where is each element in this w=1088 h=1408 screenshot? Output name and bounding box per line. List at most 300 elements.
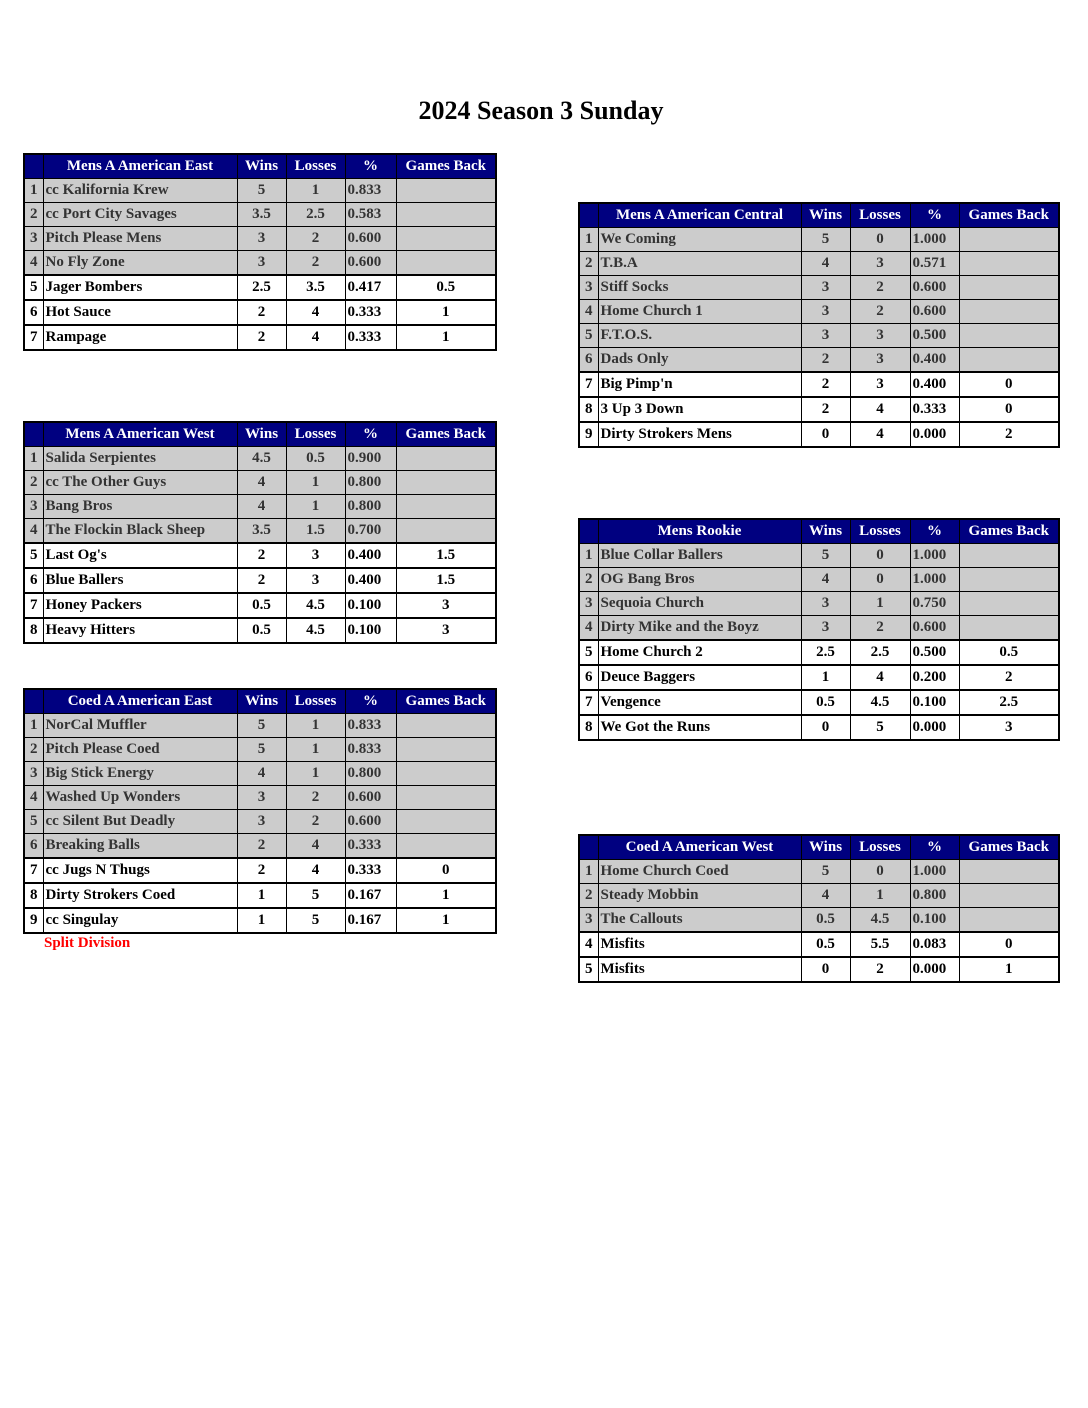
wins: 0: [801, 957, 850, 982]
games-back: [396, 834, 496, 859]
wins: 1: [801, 665, 850, 690]
team-name: Blue Collar Ballers: [598, 544, 801, 568]
losses: 3: [850, 324, 910, 348]
table-row: [579, 397, 1059, 422]
games-back: [396, 738, 496, 762]
losses: 4: [286, 834, 345, 859]
wins: 0.5: [237, 593, 286, 618]
table-row: [579, 640, 1059, 665]
team-name: Dirty Strokers Coed: [43, 883, 237, 908]
games-back: [959, 228, 1059, 252]
rank: 5: [579, 640, 598, 665]
win-pct: 0.833: [345, 714, 396, 738]
win-pct: 0.333: [345, 300, 396, 325]
games-back: 3: [396, 593, 496, 618]
win-pct: 0.600: [910, 616, 959, 641]
rank: 3: [579, 592, 598, 616]
rank: 8: [579, 715, 598, 740]
win-pct: 1.000: [910, 568, 959, 592]
rank: 8: [24, 618, 43, 643]
rank: 4: [24, 519, 43, 544]
wins: 5: [801, 228, 850, 252]
games-back: [959, 908, 1059, 933]
table-row: [24, 300, 496, 325]
losses: 4.5: [286, 593, 345, 618]
team-name: cc The Other Guys: [43, 471, 237, 495]
wins: 0: [801, 422, 850, 447]
losses: 4: [850, 422, 910, 447]
rank: 6: [24, 300, 43, 325]
table-row: [24, 908, 496, 933]
wins: 5: [801, 860, 850, 884]
games-back: [396, 714, 496, 738]
losses: 2: [850, 616, 910, 641]
win-pct: 0.083: [910, 932, 959, 957]
rank: 3: [24, 495, 43, 519]
games-back: 2: [959, 422, 1059, 447]
games-back-header: Games Back: [396, 422, 496, 447]
wins: 3: [801, 276, 850, 300]
games-back: [396, 810, 496, 834]
division-name: Mens Rookie: [598, 519, 801, 544]
team-name: Steady Mobbin: [598, 884, 801, 908]
team-name: Misfits: [598, 957, 801, 982]
games-back: [396, 203, 496, 227]
losses: 1: [286, 179, 345, 203]
losses: 0.5: [286, 447, 345, 471]
wins: 5: [801, 544, 850, 568]
table-row: [24, 471, 496, 495]
wins: 1: [237, 883, 286, 908]
rank: 7: [24, 593, 43, 618]
losses: 3: [286, 568, 345, 593]
table-row: [24, 495, 496, 519]
wins: 0.5: [237, 618, 286, 643]
losses: 5: [286, 908, 345, 933]
pct-header: %: [345, 689, 396, 714]
rank: 5: [24, 810, 43, 834]
losses: 5: [850, 715, 910, 740]
rank: 1: [24, 714, 43, 738]
win-pct: 0.333: [345, 834, 396, 859]
team-name: Rampage: [43, 325, 237, 350]
wins: 1: [237, 908, 286, 933]
table-row: [579, 884, 1059, 908]
games-back: [959, 592, 1059, 616]
table-row: [579, 908, 1059, 933]
team-name: Jager Bombers: [43, 275, 237, 300]
table-row: [24, 593, 496, 618]
team-name: NorCal Muffler: [43, 714, 237, 738]
standings-table: [23, 688, 497, 934]
team-name: No Fly Zone: [43, 251, 237, 276]
win-pct: 0.833: [345, 179, 396, 203]
win-pct: 0.833: [345, 738, 396, 762]
losses: 4.5: [286, 618, 345, 643]
table-header: [579, 835, 1059, 860]
rank: 1: [579, 860, 598, 884]
pct-header: %: [910, 519, 959, 544]
losses: 0: [850, 568, 910, 592]
win-pct: 0.333: [345, 325, 396, 350]
wins: 3: [801, 324, 850, 348]
games-back: 1: [396, 908, 496, 933]
division-name: Coed A American East: [43, 689, 237, 714]
rank-header: [24, 422, 43, 447]
team-name: OG Bang Bros: [598, 568, 801, 592]
table-row: [24, 810, 496, 834]
games-back: 1: [396, 883, 496, 908]
table-row: [579, 544, 1059, 568]
team-name: Salida Serpientes: [43, 447, 237, 471]
team-name: Pitch Please Mens: [43, 227, 237, 251]
losses: 2: [286, 810, 345, 834]
page-title: 2024 Season 3 Sunday: [418, 96, 664, 125]
table-row: [24, 568, 496, 593]
losses: 1: [850, 884, 910, 908]
wins: 2: [237, 568, 286, 593]
rank: 7: [579, 690, 598, 715]
losses: 3: [850, 348, 910, 373]
losses: 2: [286, 227, 345, 251]
losses-header: Losses: [850, 203, 910, 228]
games-back: 3: [396, 618, 496, 643]
win-pct: 0.000: [910, 957, 959, 982]
team-name: Washed Up Wonders: [43, 786, 237, 810]
win-pct: 0.333: [910, 397, 959, 422]
rank: 2: [24, 203, 43, 227]
win-pct: 0.800: [345, 495, 396, 519]
wins: 2: [801, 348, 850, 373]
team-name: Dirty Mike and the Boyz: [598, 616, 801, 641]
losses: 2: [850, 957, 910, 982]
rank: 1: [579, 228, 598, 252]
losses-header: Losses: [286, 689, 345, 714]
games-back: 2: [959, 665, 1059, 690]
team-name: cc Silent But Deadly: [43, 810, 237, 834]
win-pct: 0.200: [910, 665, 959, 690]
losses: 1: [286, 714, 345, 738]
rank: 1: [24, 179, 43, 203]
games-back: [396, 495, 496, 519]
losses: 5.5: [850, 932, 910, 957]
rank: 2: [579, 884, 598, 908]
win-pct: 0.600: [345, 810, 396, 834]
table-row: [579, 616, 1059, 641]
table-header: [579, 519, 1059, 544]
wins: 4.5: [237, 447, 286, 471]
wins: 3.5: [237, 519, 286, 544]
rank: 3: [579, 276, 598, 300]
losses: 3: [850, 252, 910, 276]
wins: 4: [801, 252, 850, 276]
pct-header: %: [910, 835, 959, 860]
team-name: Heavy Hitters: [43, 618, 237, 643]
rank: 8: [24, 883, 43, 908]
losses-header: Losses: [286, 422, 345, 447]
wins-header: Wins: [801, 519, 850, 544]
losses: 1.5: [286, 519, 345, 544]
losses: 4.5: [850, 690, 910, 715]
team-name: Bang Bros: [43, 495, 237, 519]
wins: 4: [801, 568, 850, 592]
rank: 4: [24, 251, 43, 276]
pct-header: %: [345, 422, 396, 447]
table-header: [579, 203, 1059, 228]
games-back-header: Games Back: [396, 154, 496, 179]
team-name: Misfits: [598, 932, 801, 957]
losses: 0: [850, 544, 910, 568]
standings-table: [23, 421, 497, 644]
win-pct: 0.800: [345, 762, 396, 786]
wins: 5: [237, 179, 286, 203]
win-pct: 0.333: [345, 858, 396, 883]
division-name: Mens A American East: [43, 154, 237, 179]
wins: 2.5: [237, 275, 286, 300]
rank: 1: [579, 544, 598, 568]
games-back-header: Games Back: [959, 519, 1059, 544]
losses: 5: [286, 883, 345, 908]
team-name: Pitch Please Coed: [43, 738, 237, 762]
rank: 2: [24, 471, 43, 495]
team-name: cc Port City Savages: [43, 203, 237, 227]
team-name: F.T.O.S.: [598, 324, 801, 348]
team-name: cc Kalifornia Krew: [43, 179, 237, 203]
team-name: Deuce Baggers: [598, 665, 801, 690]
table-row: [24, 179, 496, 203]
rank: 7: [579, 372, 598, 397]
wins-header: Wins: [237, 689, 286, 714]
win-pct: 0.600: [345, 251, 396, 276]
rank: 5: [24, 275, 43, 300]
wins: 2: [237, 300, 286, 325]
games-back: [396, 762, 496, 786]
table-row: [24, 275, 496, 300]
table-row: [579, 300, 1059, 324]
table-header: [24, 689, 496, 714]
losses: 4: [286, 325, 345, 350]
rank: 4: [24, 786, 43, 810]
losses: 3.5: [286, 275, 345, 300]
table-header: [24, 154, 496, 179]
rank: 5: [24, 543, 43, 568]
team-name: cc Singulay: [43, 908, 237, 933]
games-back: 1.5: [396, 568, 496, 593]
win-pct: 0.583: [345, 203, 396, 227]
games-back: [959, 616, 1059, 641]
rank: 6: [579, 348, 598, 373]
table-row: [24, 762, 496, 786]
wins-header: Wins: [801, 203, 850, 228]
games-back-header: Games Back: [959, 835, 1059, 860]
rank: 9: [579, 422, 598, 447]
table-row: [24, 251, 496, 276]
losses: 2.5: [850, 640, 910, 665]
losses: 1: [286, 495, 345, 519]
wins-header: Wins: [801, 835, 850, 860]
win-pct: 0.800: [910, 884, 959, 908]
table-row: [24, 858, 496, 883]
losses: 0: [850, 228, 910, 252]
team-name: Home Church 1: [598, 300, 801, 324]
table-row: [579, 252, 1059, 276]
games-back: 0: [959, 932, 1059, 957]
games-back: [396, 519, 496, 544]
team-name: Breaking Balls: [43, 834, 237, 859]
table-row: [24, 543, 496, 568]
win-pct: 0.750: [910, 592, 959, 616]
games-back: 0.5: [959, 640, 1059, 665]
games-back: [396, 227, 496, 251]
games-back: [396, 179, 496, 203]
losses: 1: [286, 738, 345, 762]
games-back: 0: [959, 372, 1059, 397]
wins: 2: [237, 325, 286, 350]
team-name: Dirty Strokers Mens: [598, 422, 801, 447]
table-header: [24, 422, 496, 447]
team-name: We Coming: [598, 228, 801, 252]
team-name: The Callouts: [598, 908, 801, 933]
team-name: Home Church 2: [598, 640, 801, 665]
games-back: [959, 348, 1059, 373]
rank: 1: [24, 447, 43, 471]
table-row: [24, 618, 496, 643]
games-back: [959, 324, 1059, 348]
games-back-header: Games Back: [396, 689, 496, 714]
team-name: cc Jugs N Thugs: [43, 858, 237, 883]
wins: 3: [237, 786, 286, 810]
rank: 8: [579, 397, 598, 422]
table-row: [24, 325, 496, 350]
rank: 5: [579, 957, 598, 982]
wins: 4: [237, 471, 286, 495]
table-row: [24, 519, 496, 544]
rank: 7: [24, 325, 43, 350]
win-pct: 0.400: [345, 543, 396, 568]
losses: 1: [850, 592, 910, 616]
wins: 5: [237, 714, 286, 738]
table-row: [579, 372, 1059, 397]
team-name: Big Stick Energy: [43, 762, 237, 786]
win-pct: 0.417: [345, 275, 396, 300]
losses: 1: [286, 471, 345, 495]
losses: 2.5: [286, 203, 345, 227]
rank-header: [579, 519, 598, 544]
table-row: [24, 834, 496, 859]
rank: 6: [579, 665, 598, 690]
team-name: Sequoia Church: [598, 592, 801, 616]
standings-table: [23, 153, 497, 351]
table-row: [24, 203, 496, 227]
games-back: 0.5: [396, 275, 496, 300]
losses: 4: [850, 665, 910, 690]
wins: 2: [801, 372, 850, 397]
table-row: [24, 738, 496, 762]
standings-table: [578, 834, 1060, 983]
wins-header: Wins: [237, 422, 286, 447]
wins: 3.5: [237, 203, 286, 227]
table-row: [579, 690, 1059, 715]
losses-header: Losses: [850, 835, 910, 860]
pct-header: %: [345, 154, 396, 179]
losses: 1: [286, 762, 345, 786]
team-name: T.B.A: [598, 252, 801, 276]
games-back: 0: [959, 397, 1059, 422]
win-pct: 0.400: [910, 372, 959, 397]
win-pct: 0.600: [910, 300, 959, 324]
games-back: [959, 568, 1059, 592]
games-back: 2.5: [959, 690, 1059, 715]
table-row: [579, 592, 1059, 616]
win-pct: 0.800: [345, 471, 396, 495]
rank: 3: [24, 227, 43, 251]
rank: 4: [579, 932, 598, 957]
split-division-note: Split Division: [44, 935, 131, 951]
win-pct: 0.400: [345, 568, 396, 593]
wins: 5: [237, 738, 286, 762]
table-row: [579, 422, 1059, 447]
win-pct: 0.600: [345, 786, 396, 810]
losses: 3: [850, 372, 910, 397]
wins: 3: [801, 616, 850, 641]
losses: 0: [850, 860, 910, 884]
rank: 2: [24, 738, 43, 762]
wins: 4: [801, 884, 850, 908]
win-pct: 0.500: [910, 324, 959, 348]
team-name: We Got the Runs: [598, 715, 801, 740]
team-name: Hot Sauce: [43, 300, 237, 325]
wins: 2: [237, 834, 286, 859]
team-name: Honey Packers: [43, 593, 237, 618]
win-pct: 1.000: [910, 860, 959, 884]
wins: 3: [801, 592, 850, 616]
games-back: [959, 544, 1059, 568]
win-pct: 0.167: [345, 908, 396, 933]
win-pct: 0.100: [910, 690, 959, 715]
win-pct: 0.700: [345, 519, 396, 544]
win-pct: 0.600: [345, 227, 396, 251]
games-back: [959, 252, 1059, 276]
wins: 2: [801, 397, 850, 422]
table-row: [24, 447, 496, 471]
team-name: Big Pimp'n: [598, 372, 801, 397]
pct-header: %: [910, 203, 959, 228]
table-row: [24, 227, 496, 251]
wins: 3: [237, 227, 286, 251]
table-row: [579, 276, 1059, 300]
win-pct: 0.100: [345, 618, 396, 643]
win-pct: 0.000: [910, 422, 959, 447]
losses-header: Losses: [286, 154, 345, 179]
losses: 2: [286, 251, 345, 276]
losses: 3: [286, 543, 345, 568]
rank-header: [579, 835, 598, 860]
win-pct: 0.571: [910, 252, 959, 276]
rank: 4: [579, 300, 598, 324]
table-row: [579, 324, 1059, 348]
team-name: Vengence: [598, 690, 801, 715]
wins-header: Wins: [237, 154, 286, 179]
games-back: [959, 860, 1059, 884]
rank: 3: [24, 762, 43, 786]
rank: 7: [24, 858, 43, 883]
wins: 2: [237, 858, 286, 883]
games-back: [959, 300, 1059, 324]
win-pct: 0.100: [345, 593, 396, 618]
table-row: [579, 665, 1059, 690]
team-name: 3 Up 3 Down: [598, 397, 801, 422]
team-name: Last Og's: [43, 543, 237, 568]
